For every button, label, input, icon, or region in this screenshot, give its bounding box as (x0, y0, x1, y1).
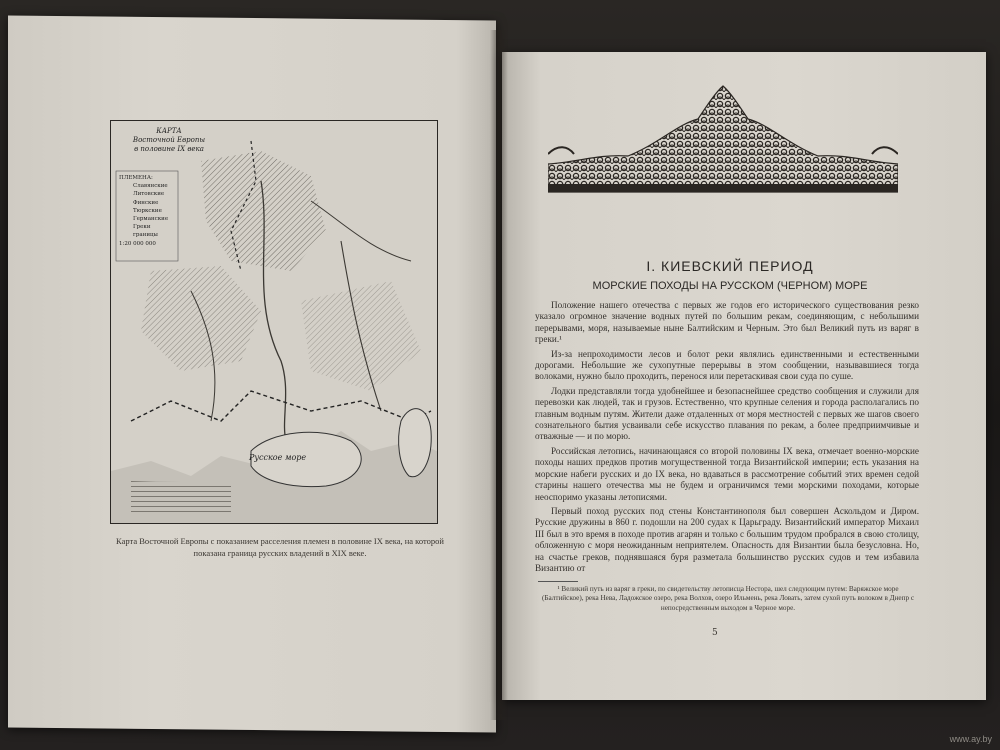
map-legend-item: Греки (133, 224, 151, 231)
map-legend-item: Славянские (133, 183, 168, 190)
map-legend-item: Германские (133, 216, 169, 223)
map-legend-item: Литовские (133, 191, 165, 198)
book-gutter (490, 30, 508, 720)
paragraph: Российская летопись, начинающаяся со второй половины IX века, отмечает военно-морские походы наших предков против могущественной тогда Византийской империи; есть указания на морские набеги русских и до IX века, но вдаваться в рассмотрение событий этих времен седой старины нашего отечества мы не будем и ограничимся теми морскими походами, которые неоспоримо указаны летописями. (535, 445, 919, 502)
section-heading: МОРСКИЕ ПОХОДЫ НА РУССКОМ (ЧЕРНОМ) МОРЕ (592, 280, 868, 292)
map-title-line: в половине IX века (134, 145, 204, 153)
map-illustration (110, 120, 438, 524)
map-title-line: Восточной Европы (132, 136, 206, 144)
map-sea-label: Русское море (249, 453, 307, 462)
page-number: 5 (712, 628, 718, 638)
map-caption: Карта Восточной Европы с показанием расселения племен в половине IX века, на которой показана граница русских владений в XIX веке. (116, 536, 444, 558)
map-legend-border: границы (133, 232, 158, 239)
watermark: www.ay.by (949, 734, 992, 744)
paragraph: Первый поход русских под стены Константинополя был совершен Аскольдом и Диром. Русские дружины в 860 г. подошли на 200 судах к Царьграду. Византийский император Михаил III был в это время в походе против агарян и только с большим трудом пробрался в свою столицу, обложенную с моря неожиданным неприятелем. Опасность для Византии была безусловна. Но, на счастье греков, поднявшаяся буря разметала большинство русских судов и тем избавила Византию от (535, 505, 919, 573)
map-legend-item: Финские (133, 199, 159, 206)
paragraph: Из-за непроходимости лесов и болот реки являлись единственными и естественными дорогами. Небольшие же сухопутные перерывы в этом сообщении, называвшиеся тогда волоками, нужно было проходить, перенося или перетаскивая свои суда по суше. (535, 348, 919, 382)
ornament-headpiece (548, 84, 898, 194)
footnote-rule (538, 581, 578, 582)
map-legend-item: Тюркские (133, 207, 162, 214)
footnote: ¹ Великий путь из варяг в греки, по свидетельству летописца Нестора, шел следующим путем: Варяжское море (Балтийское), река Нева, Ладожское озеро, река Волхов, озеро Ильмень, река Ловать, затем сухой путь волоком в Днепр с непосредственным выходом в Черное море. (541, 585, 915, 612)
map-legend-title: ПЛЕМЕНА: (119, 175, 153, 181)
map-legend-scale: 1:20 000 000 (119, 240, 156, 247)
body-text (535, 300, 919, 577)
paragraph: Положение нашего отечества с первых же годов его исторического существования резко указало огромное значение водных путей по большим рекам, соединяющим, с небольшими перерывами, моря, называемые ныне Балтийским и Черным. Это был Великий путь из варяг в греки.¹ (535, 300, 919, 345)
chapter-heading: I. КИЕВСКИЙ ПЕРИОД (646, 258, 814, 274)
map-title-line: КАРТА (156, 127, 182, 135)
paragraph: Лодки представляли тогда удобнейшее и безопаснейшее средство сообщения и служили для перевозки как людей, так и грузов. Естественно, что крупные селения и города располагались по главным водным путям. Жители даже отдаленных от моря местностей с первых же шагов своего сознательного бытия усваивали себе искусство плавания по рекам, а более предприимчивые и отважные — и по морю. (535, 385, 919, 442)
